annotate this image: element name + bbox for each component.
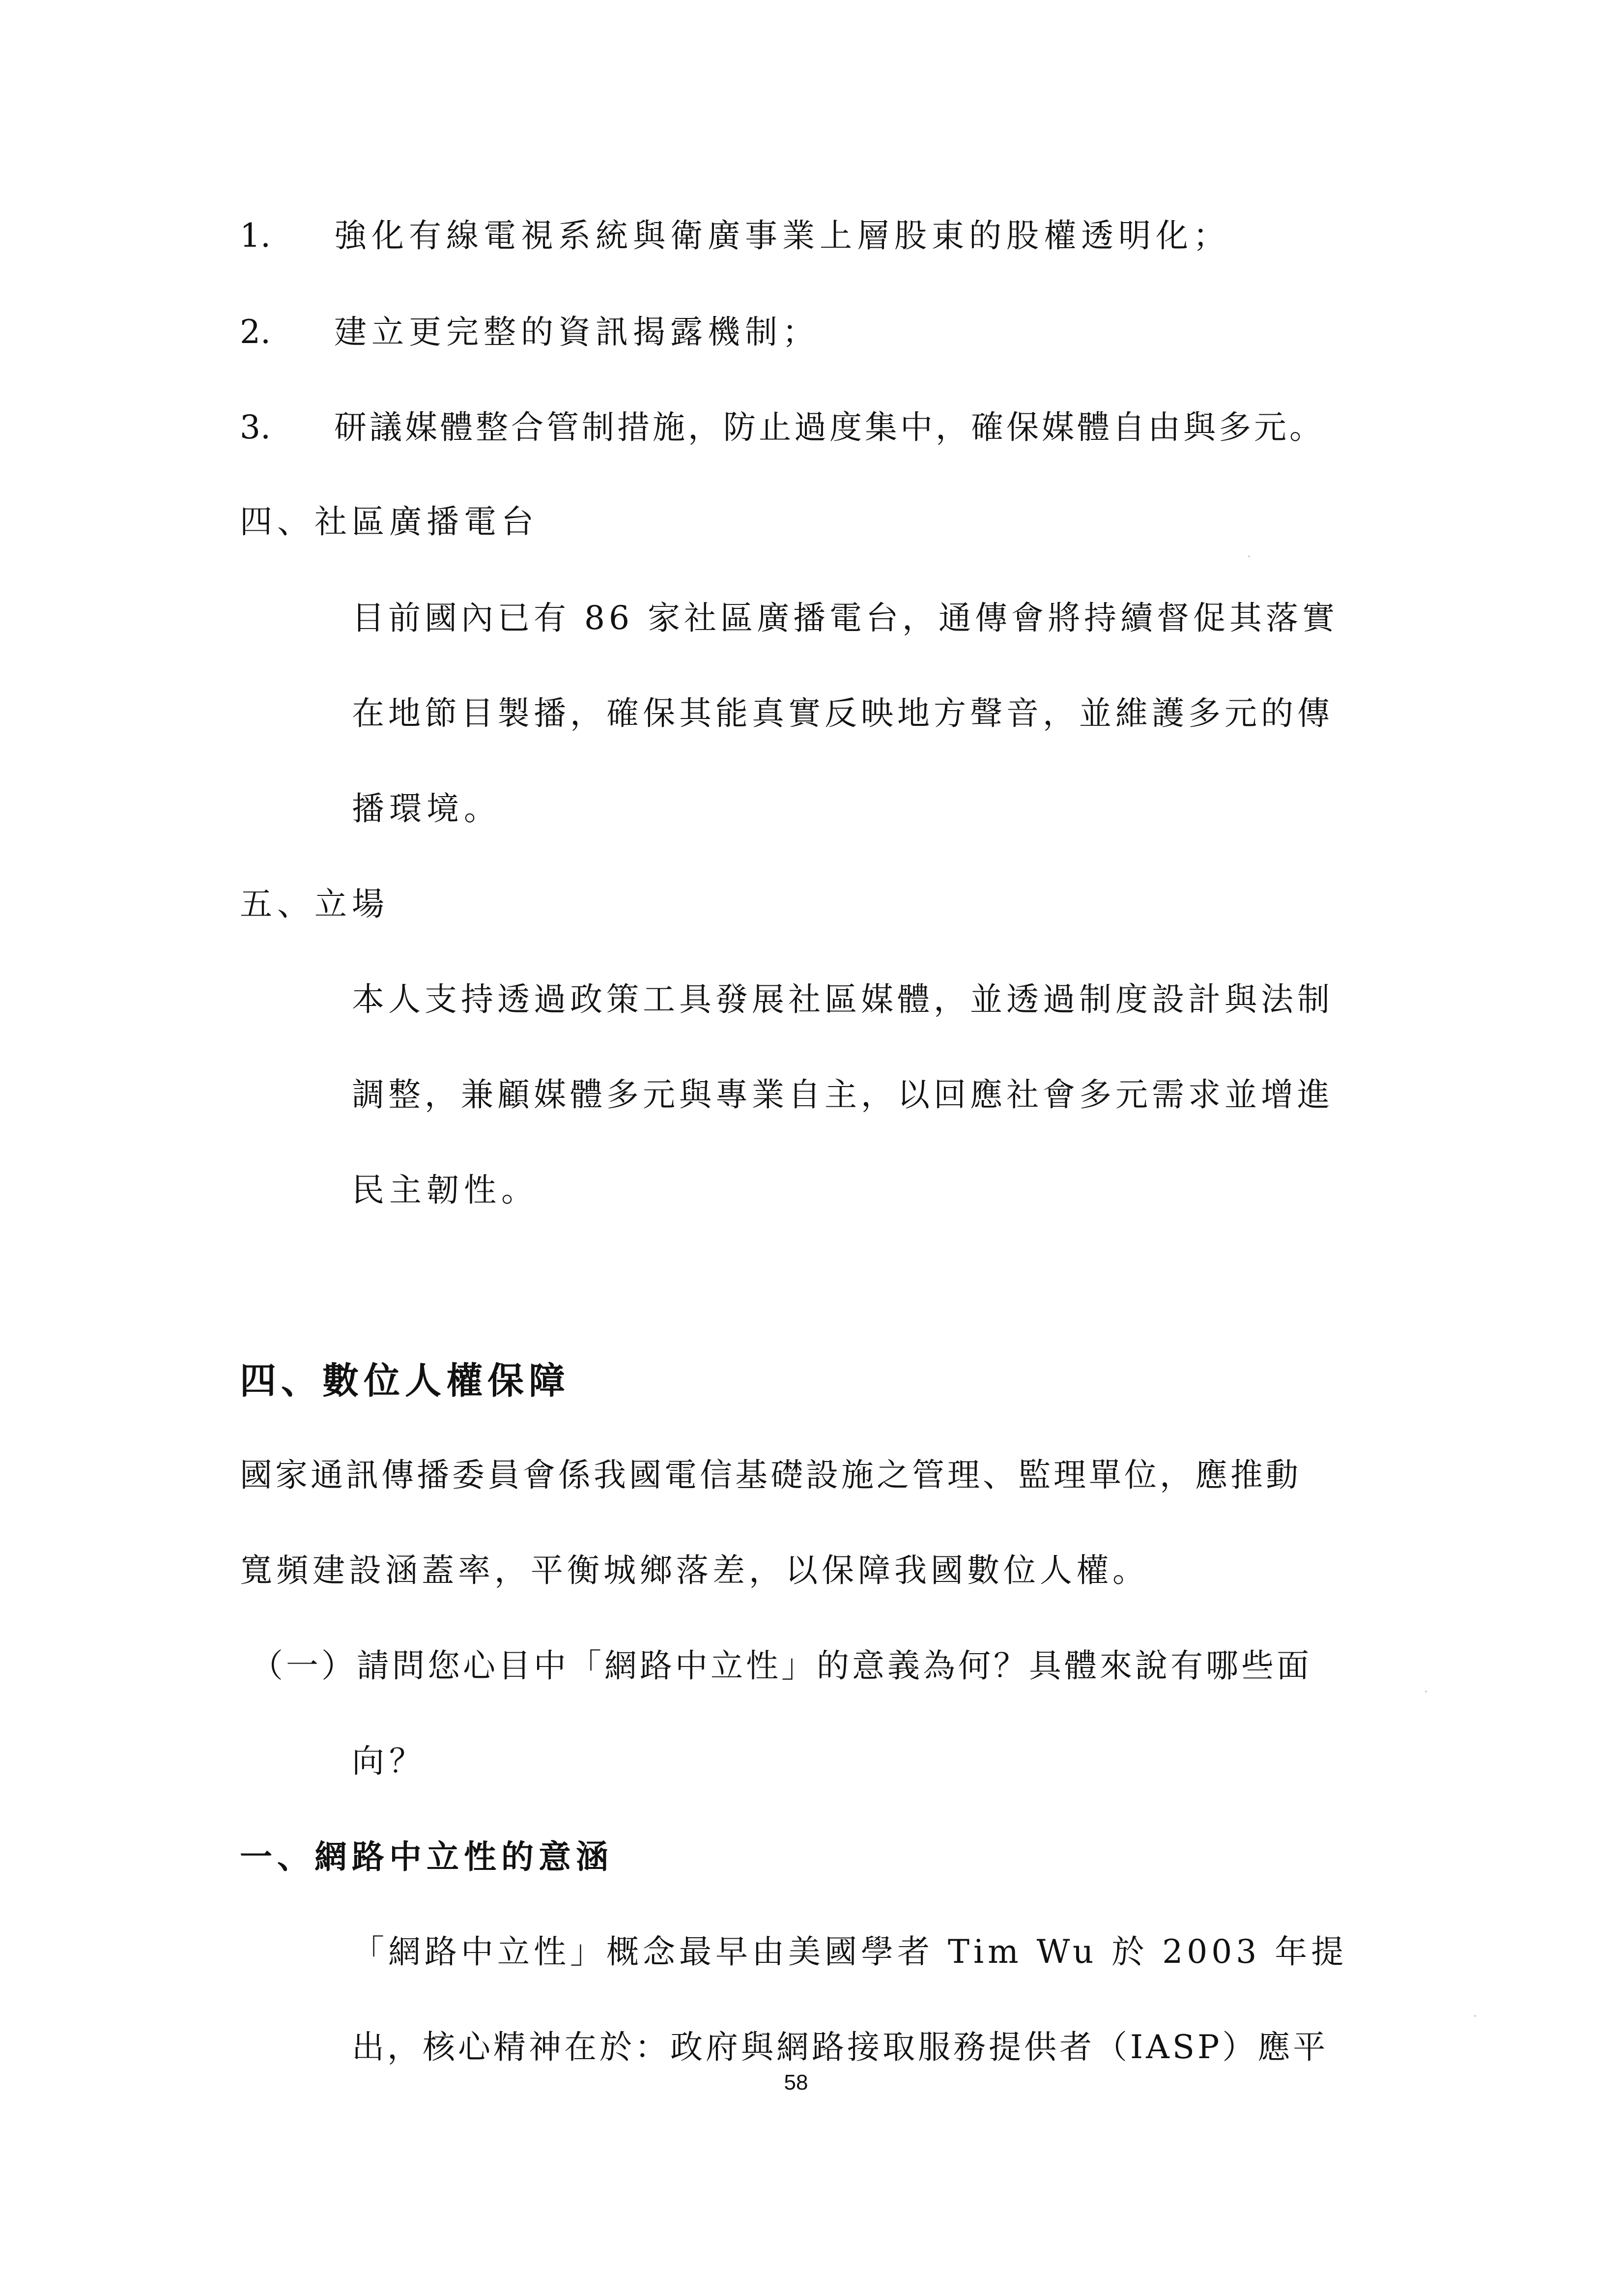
paragraph-line: 「網路中立性」概念最早由美國學者 Tim Wu 於 2003 年提	[352, 1933, 1348, 1971]
answer-heading: 一、網路中立性的意涵	[240, 1837, 613, 1876]
subsection-heading: 四、社區廣播電台	[240, 503, 539, 541]
subsection-heading: 五、立場	[240, 885, 389, 923]
list-item-text: 建立更完整的資訊揭露機制；	[334, 313, 820, 351]
paragraph-line: 目前國內已有 86 家社區廣播電台，通傳會將持續督促其落實	[352, 599, 1338, 637]
paragraph-line: 國家通訊傳播委員會係我國電信基礎設施之管理、監理單位，應推動	[240, 1456, 1301, 1494]
list-item-text: 強化有線電視系統與衛廣事業上層股東的股權透明化；	[334, 217, 1230, 255]
paragraph-line: 民主韌性。	[352, 1171, 539, 1209]
paragraph-line: 在地節目製播，確保其能真實反映地方聲音，並維護多元的傳	[352, 694, 1334, 732]
question-line: 向？	[352, 1742, 427, 1780]
list-item-number: 1.	[240, 217, 271, 255]
scan-speck	[1425, 1691, 1427, 1693]
paragraph-line: 本人支持透過政策工具發展社區媒體，並透過制度設計與法制	[352, 980, 1334, 1018]
section-title: 四、數位人權保障	[240, 1360, 570, 1402]
page-number: 58	[784, 2070, 808, 2095]
list-item-number: 2.	[240, 313, 271, 351]
paragraph-line: 播環境。	[352, 790, 501, 828]
list-item-number: 3.	[240, 408, 271, 446]
scan-speck	[1474, 2015, 1476, 2017]
question-line: （一）請問您心目中「網路中立性」的意義為何？具體來說有哪些面	[251, 1647, 1312, 1685]
paragraph-line: 出，核心精神在於：政府與網路接取服務提供者（IASP）應平	[352, 2028, 1329, 2066]
paragraph-line: 調整，兼顧媒體多元與專業自主，以回應社會多元需求並增進	[352, 1076, 1334, 1114]
paragraph-line: 寬頻建設涵蓋率，平衡城鄉落差，以保障我國數位人權。	[240, 1551, 1149, 1589]
scan-speck	[1248, 555, 1250, 557]
list-item-text: 研議媒體整合管制措施，防止過度集中，確保媒體自由與多元。	[334, 408, 1325, 446]
